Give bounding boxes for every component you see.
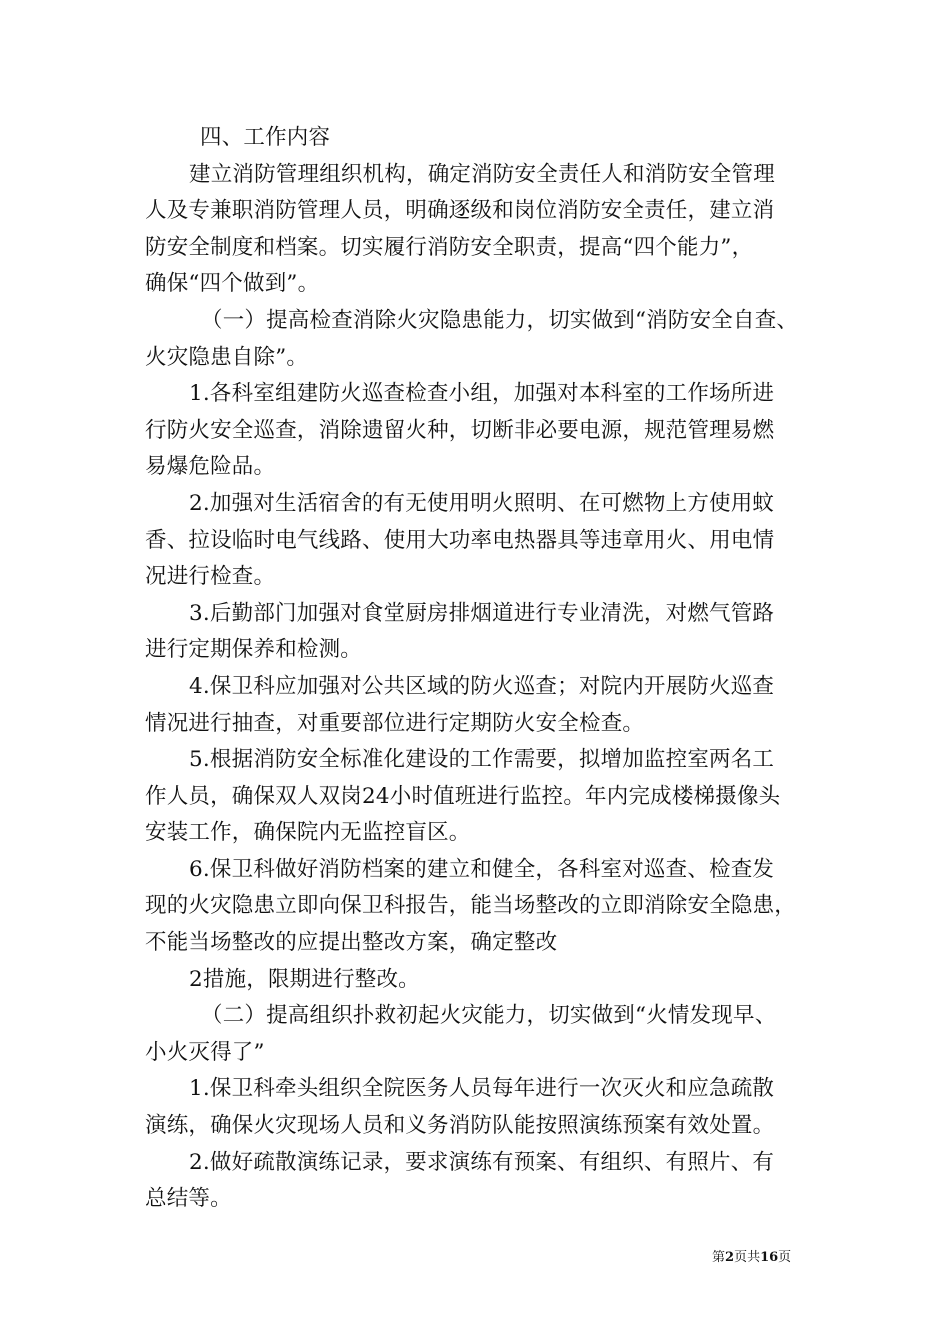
paragraph-line: 人及专兼职消防管理人员，明确逐级和岗位消防安全责任，建立消: [145, 198, 775, 224]
paragraph-line: 不能当场整改的应提出整改方案，确定整改: [145, 930, 558, 956]
paragraph-line: 防安全制度和档案。切实履行消防安全职责，提高“四个能力”，: [145, 234, 754, 260]
subsection-heading: （一）提高检查消除火灾隐患能力，切实做到“消防安全自查、: [201, 307, 799, 333]
subsection-heading: （二）提高组织扑救初起火灾能力，切实做到“火情发现早、: [201, 1003, 777, 1029]
paragraph-line: 香、拉设临时电气线路、使用大功率电热器具等违章用火、用电情: [145, 527, 775, 553]
list-item-line: 1.保卫科牵头组织全院医务人员每年进行一次灭火和应急疏散: [189, 1076, 775, 1102]
list-item-line: 2.加强对生活宿舍的有无使用明火照明、在可燃物上方使用蚊: [189, 490, 775, 516]
total-pages-number: 16: [760, 1250, 779, 1265]
section-heading: 四、工作内容: [200, 125, 331, 150]
list-item-line: 1.各科室组建防火巡查检查小组，加强对本科室的工作场所进: [189, 381, 775, 407]
paragraph-line: 建立消防管理组织机构，确定消防安全责任人和消防安全管理: [189, 161, 775, 187]
paragraph-line: 2措施，限期进行整改。: [189, 966, 420, 992]
current-page-number: 2: [725, 1250, 735, 1265]
list-item-line: 3.后勤部门加强对食堂厨房排烟道进行专业清洗，对燃气管路: [189, 600, 775, 626]
paragraph-line: 进行定期保养和检测。: [145, 637, 363, 663]
paragraph-line: 行防火安全巡查，消除遗留火种，切断非必要电源，规范管理易燃: [145, 417, 775, 443]
paragraph-line: 现的火灾隐患立即向保卫科报告，能当场整改的立即消除安全隐患，: [145, 893, 797, 919]
paragraph-line: 小火灭得了”: [145, 1039, 265, 1065]
list-item-line: 5.根据消防安全标准化建设的工作需要，拟增加监控室两名工: [189, 747, 775, 773]
paragraph-line: 安装工作，确保院内无监控盲区。: [145, 820, 471, 846]
footer-middle: 页共: [734, 1250, 761, 1265]
paragraph-line: 情况进行抽查，对重要部位进行定期防火安全检查。: [145, 710, 645, 736]
list-item-line: 4.保卫科应加强对公共区域的防火巡查；对院内开展防火巡查: [189, 673, 775, 699]
footer-suffix: 页: [778, 1250, 792, 1265]
page-footer: [712, 1248, 822, 1268]
document-body: [145, 120, 810, 1218]
paragraph-line: 确保“四个做到”。: [145, 271, 320, 297]
list-item-line: 6.保卫科做好消防档案的建立和健全，各科室对巡查、检查发: [189, 856, 775, 882]
list-item-line: 2.做好疏散演练记录，要求演练有预案、有组织、有照片、有: [189, 1149, 775, 1175]
paragraph-line: 演练，确保火灾现场人员和义务消防队能按照演练预案有效处置。: [145, 1113, 775, 1139]
paragraph-line: 易爆危险品。: [145, 454, 276, 480]
paragraph-line: 火灾隐患自除”。: [145, 344, 309, 370]
footer-prefix: 第: [712, 1250, 726, 1265]
paragraph-line: 作人员，确保双人双岗24小时值班进行监控。年内完成楼梯摄像头: [145, 783, 781, 809]
paragraph-line: 总结等。: [145, 1186, 232, 1212]
paragraph-line: 况进行检查。: [145, 564, 276, 590]
